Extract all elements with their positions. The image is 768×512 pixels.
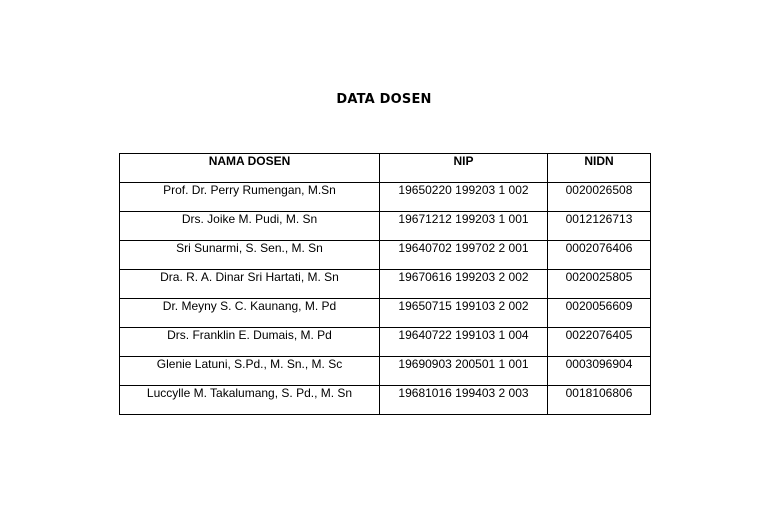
cell-nama-dosen: Dr. Meyny S. C. Kaunang, M. Pd bbox=[120, 299, 380, 328]
cell-nip: 19650220 199203 1 002 bbox=[380, 183, 548, 212]
cell-nidn: 0020056609 bbox=[548, 299, 651, 328]
table-row bbox=[120, 386, 651, 415]
cell-nip: 19671212 199203 1 001 bbox=[380, 212, 548, 241]
cell-nidn: 0020026508 bbox=[548, 183, 651, 212]
column-header-nama-dosen: NAMA DOSEN bbox=[120, 154, 380, 183]
cell-nama-dosen: Sri Sunarmi, S. Sen., M. Sn bbox=[120, 241, 380, 270]
cell-nama-dosen: Glenie Latuni, S.Pd., M. Sn., M. Sc bbox=[120, 357, 380, 386]
cell-nidn: 0022076405 bbox=[548, 328, 651, 357]
cell-nama-dosen: Luccylle M. Takalumang, S. Pd., M. Sn bbox=[120, 386, 380, 415]
table-header-row bbox=[120, 154, 651, 183]
cell-nip: 19670616 199203 2 002 bbox=[380, 270, 548, 299]
table-row bbox=[120, 357, 651, 386]
column-header-nidn: NIDN bbox=[548, 154, 651, 183]
cell-nidn: 0002076406 bbox=[548, 241, 651, 270]
cell-nidn: 0020025805 bbox=[548, 270, 651, 299]
table-row bbox=[120, 183, 651, 212]
cell-nip: 19690903 200501 1 001 bbox=[380, 357, 548, 386]
table-row bbox=[120, 328, 651, 357]
cell-nidn: 0003096904 bbox=[548, 357, 651, 386]
cell-nama-dosen: Drs. Franklin E. Dumais, M. Pd bbox=[120, 328, 380, 357]
table-row bbox=[120, 299, 651, 328]
cell-nama-dosen: Drs. Joike M. Pudi, M. Sn bbox=[120, 212, 380, 241]
lecturer-table bbox=[119, 153, 651, 415]
cell-nama-dosen: Dra. R. A. Dinar Sri Hartati, M. Sn bbox=[120, 270, 380, 299]
cell-nip: 19681016 199403 2 003 bbox=[380, 386, 548, 415]
cell-nip: 19650715 199103 2 002 bbox=[380, 299, 548, 328]
cell-nidn: 0018106806 bbox=[548, 386, 651, 415]
cell-nidn: 0012126713 bbox=[548, 212, 651, 241]
cell-nama-dosen: Prof. Dr. Perry Rumengan, M.Sn bbox=[120, 183, 380, 212]
table-row bbox=[120, 270, 651, 299]
cell-nip: 19640702 199702 2 001 bbox=[380, 241, 548, 270]
table-row bbox=[120, 212, 651, 241]
table-row bbox=[120, 241, 651, 270]
cell-nip: 19640722 199103 1 004 bbox=[380, 328, 548, 357]
page-title: DATA DOSEN bbox=[336, 92, 432, 107]
column-header-nip: NIP bbox=[380, 154, 548, 183]
